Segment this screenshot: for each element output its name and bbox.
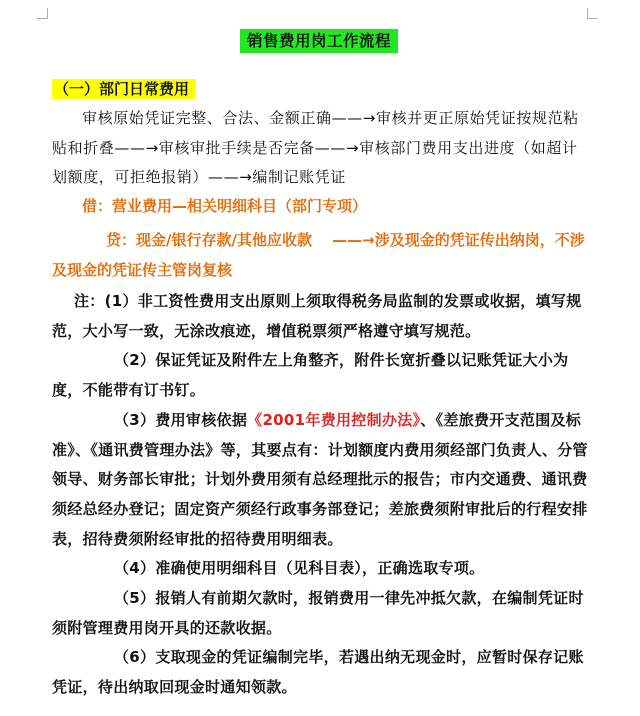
credit-entry: 贷：现金/银行存款/其他应收款 ——→涉及现金的凭证传出纳岗，不涉及现金的凭证传主管岗复核 [52, 231, 585, 279]
note-3-rest: 、《差旅费开支范围及标准》、《通讯费管理办法》等，其要点有：计划额度内费用须经部门负责人、分管领导、财务部长审批；计划外费用须有总经理批示的报告；市内交通费、通讯费须经总经办登记；固定资产须经行政事务部登记；差旅费须附审批后的行程安排表，招待费须附经审批的招待费用明细表。 [52, 410, 588, 548]
margin-corner-mark [37, 8, 48, 19]
notes-section [52, 287, 592, 703]
note-2: （2）保证凭证及附件左上角整齐，附件长宽折叠以记账凭证大小为度，不能带有订书钉。 [52, 351, 569, 400]
note-6: （6）支取现金的凭证编制完毕，若遇出纳无现金时，应暂时保存记账凭证，待出纳取回现金时通知领款。 [52, 648, 584, 697]
note-5: （5）报销人有前期欠款时，报销费用一律先冲抵欠款，在编制凭证时须附管理费用岗开具的还款收据。 [52, 589, 584, 637]
process-flow-paragraph: 审核原始凭证完整、合法、金额正确——→审核并更正原始凭证按规范粘贴和折叠——→审核审批手续是否完备——→审核部门费用支出进度（如超计划额度，可拒绝报销）——→编制记账凭证 [52, 109, 579, 187]
note-1: 注：(1）非工资性费用支出原则上须取得税务局监制的发票或收据，填写规范，大小写一致，无涂改痕迹，增值税票须严格遵守填写规范。 [52, 292, 582, 340]
note-3 [52, 406, 592, 555]
margin-corner-mark [587, 8, 598, 19]
note-3-prefix: （3）费用审核依据 [114, 410, 248, 429]
section-heading: （一）部门日常费用 [52, 79, 196, 99]
document-title: 销售费用岗工作流程 [240, 29, 398, 53]
note-4: （4）准确使用明细科目（见科目表），正确选取专项。 [114, 559, 485, 578]
debit-entry: 借：营业费用—相关明细科目（部门专项） [82, 197, 368, 215]
note-3-reference: 《2001年费用控制办法》 [247, 410, 421, 429]
